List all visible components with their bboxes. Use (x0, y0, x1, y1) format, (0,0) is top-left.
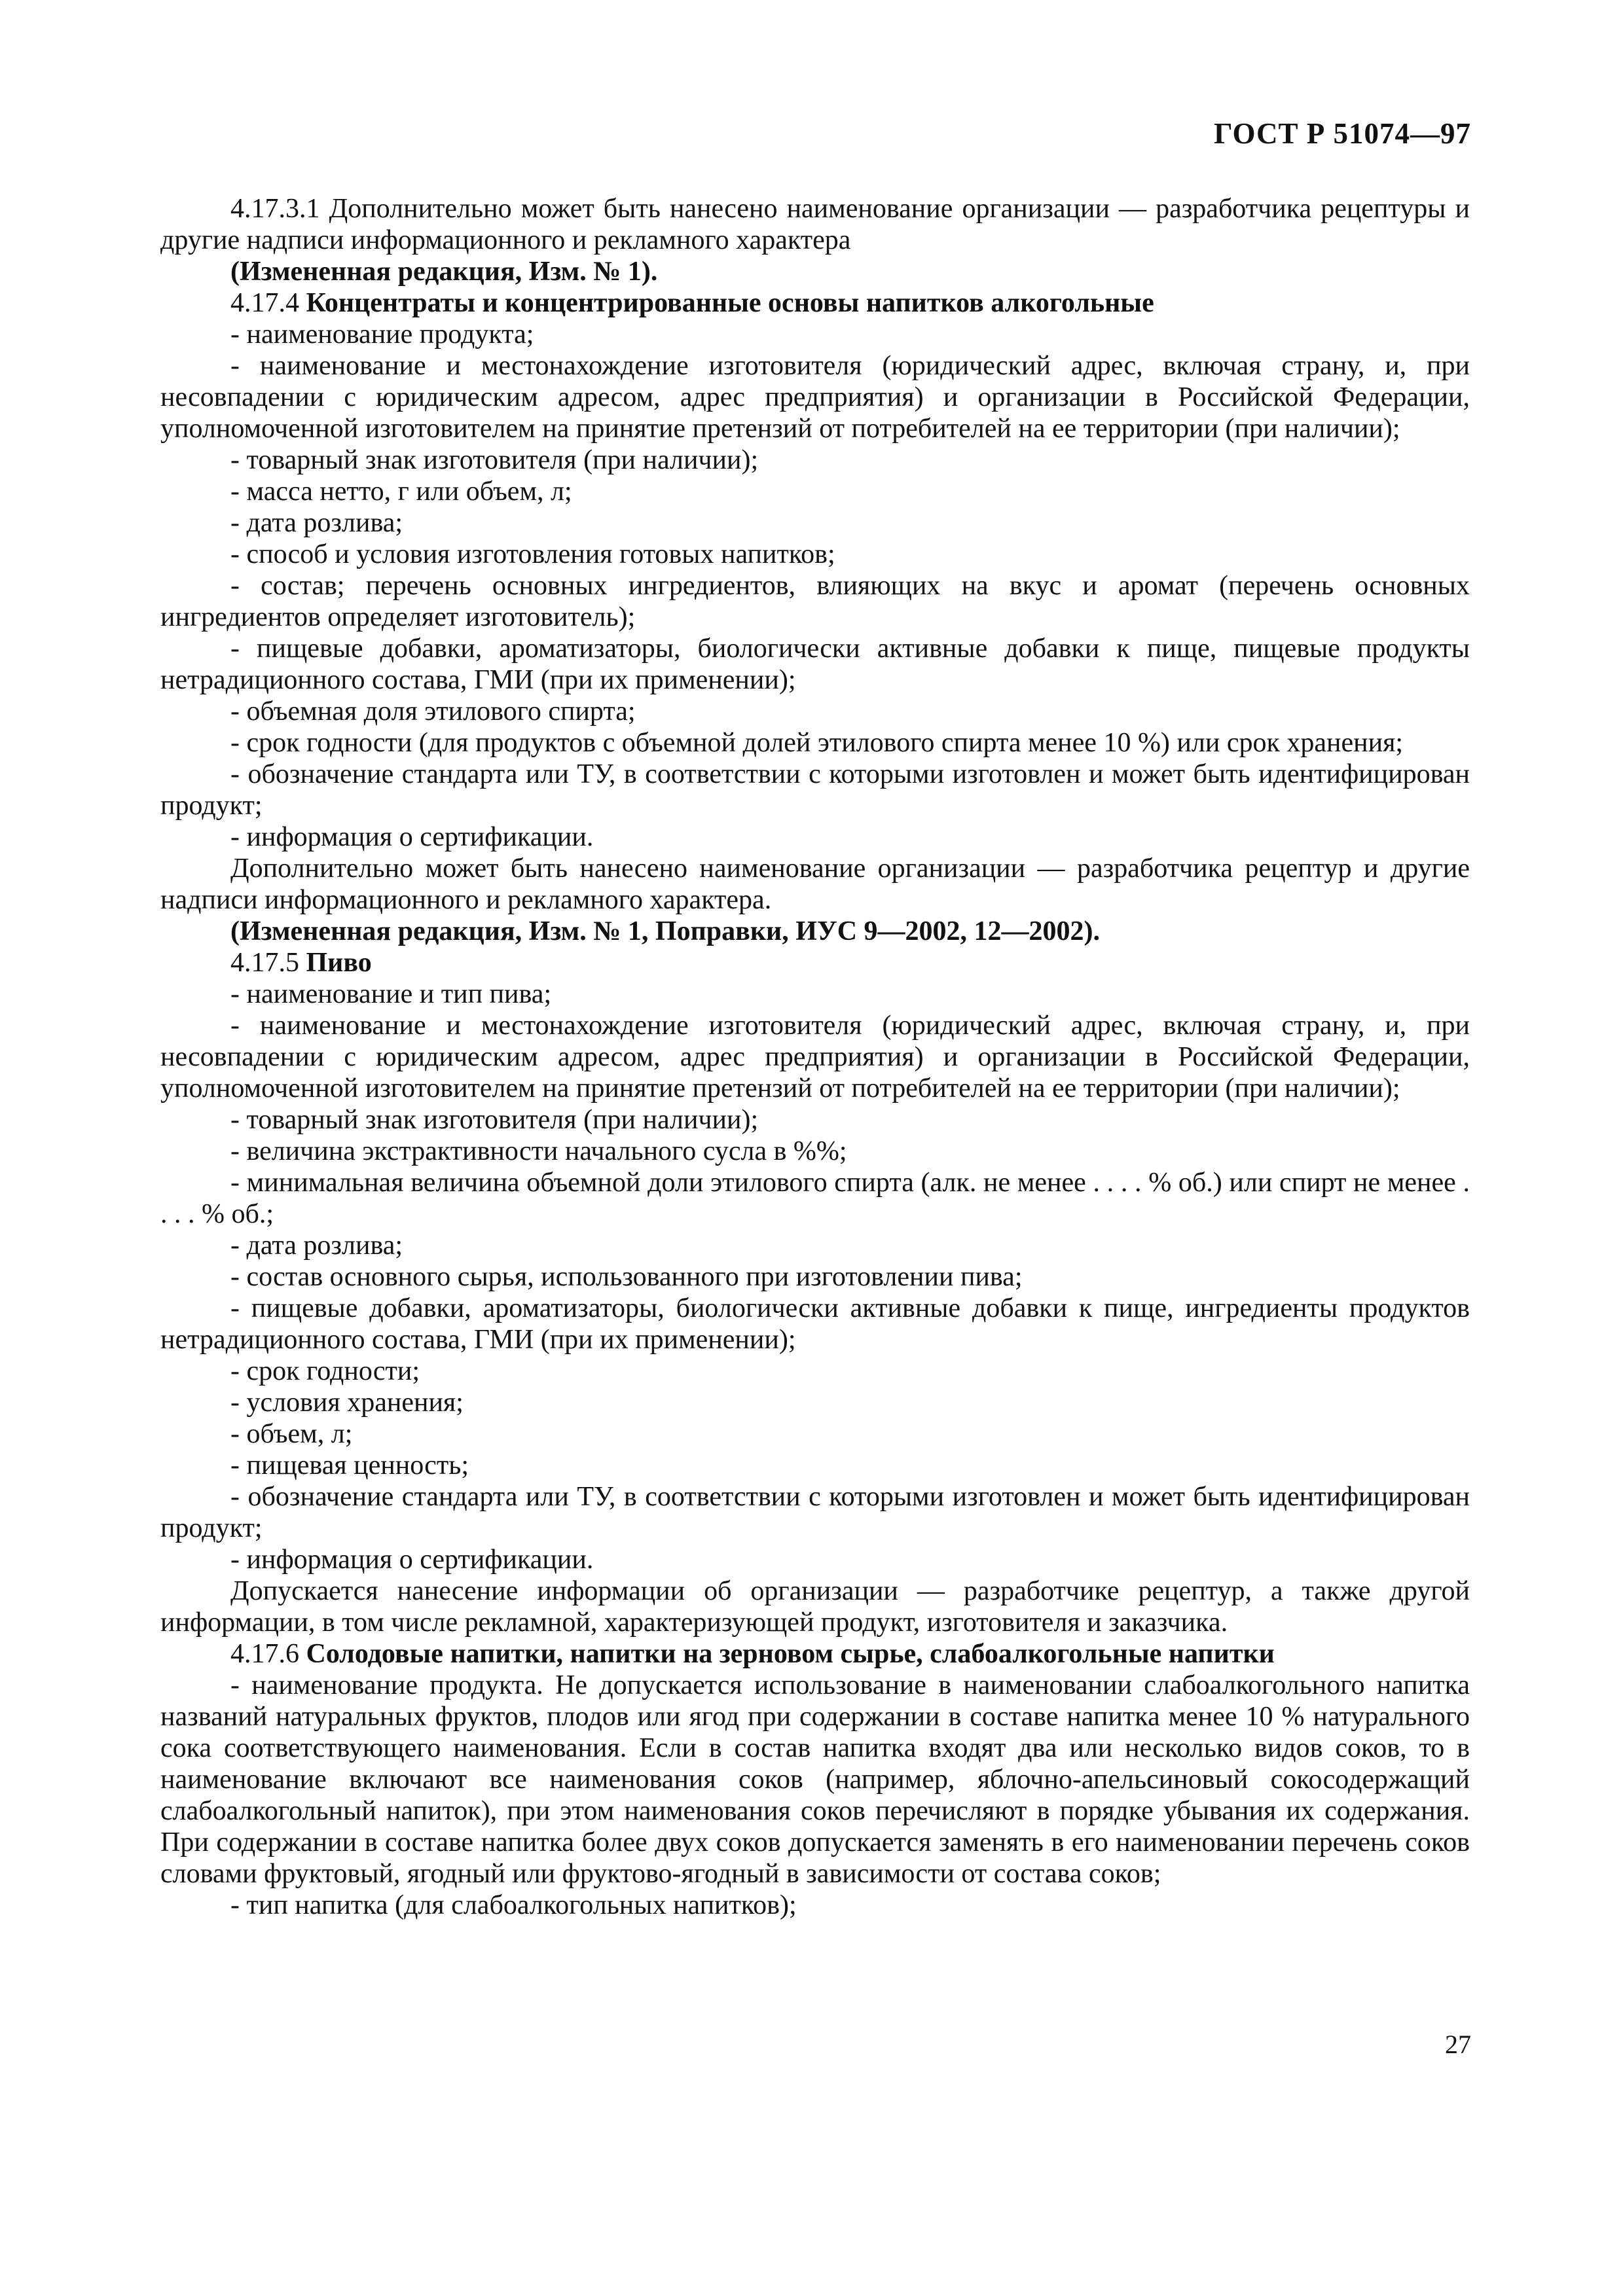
section-heading (160, 287, 1470, 319)
section-title: Концентраты и концентрированные основы напитков алкогольные (306, 288, 1154, 318)
list-item: - пищевые добавки, ароматизаторы, биологически активные добавки к пище, пищевые продукты нетрадиционного состава, ГМИ (при их применении); (160, 634, 1470, 695)
list-item: - способ и условия изготовления готовых напитков; (230, 539, 835, 569)
list-item: - наименование и тип пива; (230, 979, 552, 1009)
list-item: - состав основного сырья, использованного при изготовлении пива; (230, 1262, 1023, 1292)
list-item: - наименование продукта. Не допускается использование в наименовании слабоалкогольного напитка названий натуральных фруктов, плодов или ягод при содержании в составе напитка менее 10 % натурального сока соответствующего наименования. Если в состав напитка входят два или несколько видов соков, то в наименование включают все наименования соков (например, яблочно-апельсиновый сокосодержащий слабоалкогольный напиток), при этом наименования соков перечисляют в порядке убывания их содержания. При содержании в составе напитка более двух соков допускается заменять в его наименовании перечень соков словами фруктовый, ягодный или фруктово-ягодный в зависимости от состава соков; (160, 1670, 1470, 1889)
page-number: 27 (1445, 2030, 1471, 2059)
amendment-note: (Измененная редакция, Изм. № 1). (230, 257, 658, 287)
list-item: - условия хранения; (230, 1388, 464, 1418)
document-header: ГОСТ Р 51074—97 (1213, 117, 1471, 150)
list-item: - масса нетто, г или объем, л; (230, 476, 572, 507)
list-item: - наименование и местонахождение изготовителя (юридический адрес, включая страну, и, при несовпадении с юридическим адресом, адрес предприятия) и организации в Российской Федерации, уполномоченной изготовителем на принятие претензий от потребителей на ее территории (при наличии); (160, 351, 1470, 444)
section-heading (160, 1638, 1470, 1670)
list-item: - дата розлива; (230, 508, 403, 538)
list-item: - наименование и местонахождение изготовителя (юридический адрес, включая страну, и, при несовпадении с юридическим адресом, адрес предприятия) и организации в Российской Федерации, уполномоченной изготовителем на принятие претензий от потребителей на ее территории (при наличии); (160, 1011, 1470, 1103)
document-body (160, 193, 1470, 1921)
paragraph: Допускается нанесение информации об организации — разработчике рецептур, а также другой информации, в том числе рекламной, характеризующей продукт, изготовителя и заказчика. (160, 1576, 1470, 1638)
list-item: - пищевые добавки, ароматизаторы, биологически активные добавки к пище, ингредиенты продуктов нетрадиционного состава, ГМИ (при их применении); (160, 1293, 1470, 1355)
list-item: - пищевая ценность; (230, 1450, 469, 1480)
section-number: 4.17.4 (230, 288, 299, 318)
list-item: - обозначение стандарта или ТУ, в соответствии с которыми изготовлен и может быть идентифицирован продукт; (160, 1482, 1470, 1543)
list-item: - срок годности (для продуктов с объемной долей этилового спирта менее 10 %) или срок хранения; (230, 728, 1404, 758)
paragraph: 4.17.3.1 Дополнительно может быть нанесено наименование организации — разработчика рецептуры и другие надписи информационного и рекламного характера (160, 194, 1470, 255)
amendment-note: (Измененная редакция, Изм. № 1, Поправки, ИУС 9—2002, 12—2002). (230, 916, 1101, 946)
section-heading (160, 947, 1470, 978)
list-item: - информация о сертификации. (230, 1545, 594, 1575)
list-item: - объем, л; (230, 1419, 353, 1449)
section-number: 4.17.5 (230, 948, 299, 978)
section-title: Пиво (306, 948, 372, 978)
list-item: - тип напитка (для слабоалкогольных напитков); (230, 1890, 797, 1920)
list-item: - товарный знак изготовителя (при наличии); (230, 1105, 759, 1135)
list-item: - товарный знак изготовителя (при наличии); (230, 445, 759, 475)
paragraph: Дополнительно может быть нанесено наименование организации — разработчика рецептур и другие надписи информационного и рекламного характера. (160, 853, 1470, 915)
list-item: - наименование продукта; (230, 319, 534, 350)
list-item: - дата розлива; (230, 1230, 403, 1261)
list-item: - величина экстрактивности начального сусла в %%; (230, 1136, 847, 1166)
list-item: - минимальная величина объемной доли этилового спирта (алк. не менее . . . . % об.) или спирт не менее . . . . % об.; (160, 1168, 1470, 1229)
list-item: - обозначение стандарта или ТУ, в соответствии с которыми изготовлен и может быть идентифицирован продукт; (160, 759, 1470, 821)
section-title: Солодовые напитки, напитки на зерновом сырье, слабоалкогольные напитки (306, 1639, 1275, 1669)
list-item: - состав; перечень основных ингредиентов, влияющих на вкус и аромат (перечень основных ингредиентов определяет изготовитель); (160, 571, 1470, 632)
list-item: - информация о сертификации. (230, 822, 594, 852)
list-item: - срок годности; (230, 1356, 420, 1386)
list-item: - объемная доля этилового спирта; (230, 696, 636, 726)
section-number: 4.17.6 (230, 1639, 299, 1669)
